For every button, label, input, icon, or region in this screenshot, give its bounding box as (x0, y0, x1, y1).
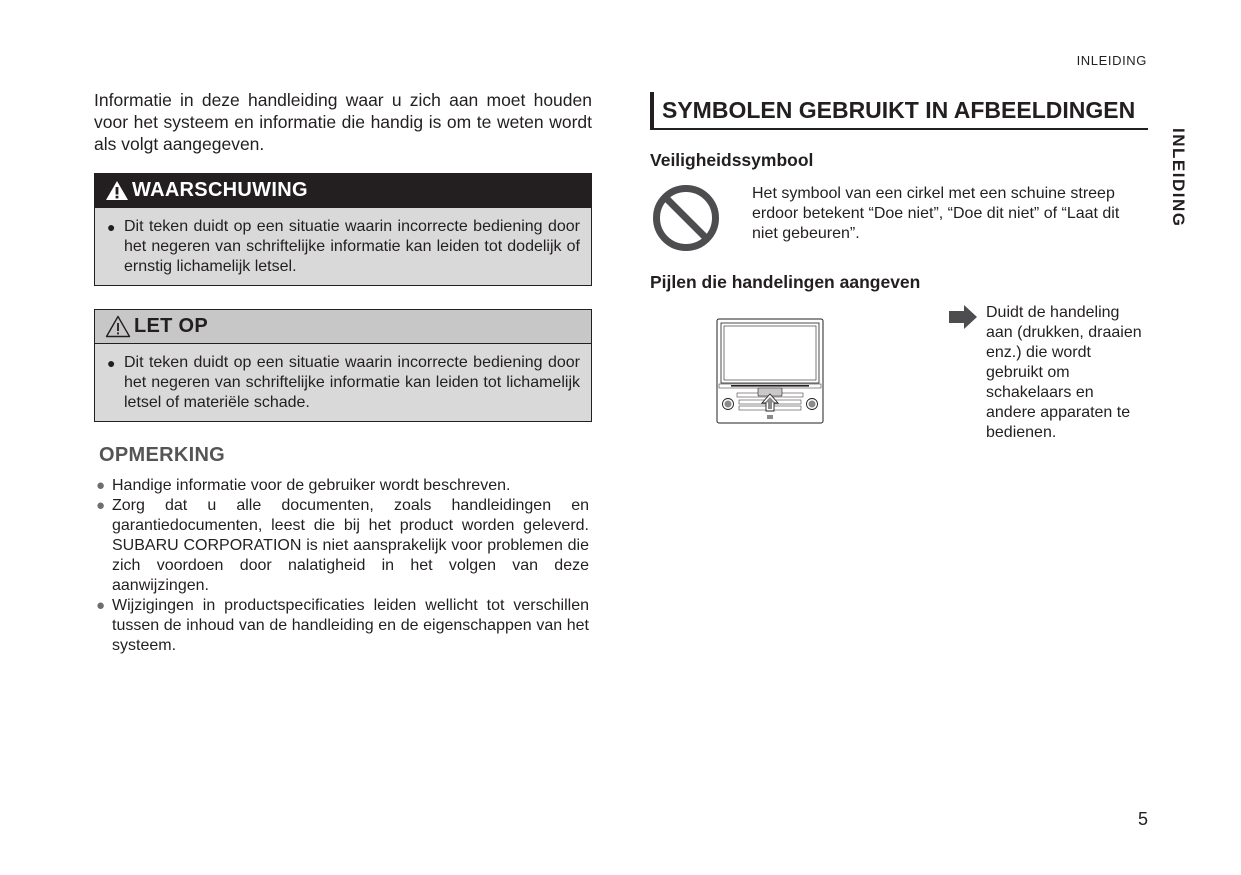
list-item (96, 476, 589, 496)
warning-text: Dit teken duidt op een situatie waarin incorrecte bediening door het negeren van schriftelijke informatie kan leiden tot dodelijk of ernstig lichamelijk letsel. (124, 218, 580, 275)
arrow-description: Duidt de handeling aan (drukken, draaien enz.) die wordt gebruikt om schakelaars en andere apparaten te bedienen. (986, 304, 1142, 441)
caution-box (94, 309, 592, 422)
bullet-icon: ● (96, 597, 106, 614)
remark-item-text: Zorg dat u alle documenten, zoals handleidingen en garantiedocumenten, leest die bij het product worden geleverd. SUBARU CORPORATION is niet aansprakelijk voor problemen die zich voordoen door nalatigheid in het volgen van deze aanwijzingen. (112, 497, 589, 594)
remark-item-text: Handige informatie voor de gebruiker wordt beschreven. (112, 477, 511, 494)
bullet-icon: ● (107, 355, 116, 371)
warning-title: WAARSCHUWING (132, 179, 308, 201)
bullet-icon: ● (107, 219, 116, 235)
prohibition-icon (651, 183, 721, 253)
intro-paragraph: Informatie in deze handleiding waar u zich aan moet houden voor het systeem en informatie die handig is om te weten wordt als volgt aangegeven. (94, 90, 592, 154)
side-tab: INLEIDING (1169, 128, 1188, 228)
list-item (96, 596, 589, 656)
warning-icon (105, 180, 129, 201)
caution-header (95, 310, 591, 344)
list-item (96, 496, 589, 596)
head-unit-illustration (716, 318, 824, 424)
warning-header (95, 174, 591, 208)
safety-symbol-heading: Veiligheidssymbool (650, 150, 814, 170)
remark-title: OPMERKING (99, 444, 226, 466)
warning-box (94, 173, 592, 286)
caution-text: Dit teken duidt op een situatie waarin incorrecte bediening door het negeren van schriftelijke informatie kan leiden tot lichamelijk letsel of materiële schade. (124, 354, 580, 411)
caution-title: LET OP (134, 315, 209, 337)
running-head: INLEIDING (1076, 53, 1147, 68)
caution-icon (105, 315, 131, 338)
bullet-icon: ● (96, 497, 106, 514)
warning-body (95, 208, 591, 285)
arrows-heading: Pijlen die handelingen aangeven (650, 272, 921, 292)
page-number: 5 (1137, 809, 1148, 829)
bullet-icon: ● (96, 477, 106, 494)
remark-item-text: Wijzigingen in productspecificaties leiden wellicht tot verschillen tussen de inhoud van de handleiding en de eigenschappen van het systeem. (112, 597, 589, 654)
arrow-right-icon (949, 305, 977, 329)
safety-symbol-description: Het symbool van een cirkel met een schuine streep erdoor betekent “Doe niet”, “Doe dit niet” of “Laat dit niet gebeuren”. (752, 185, 1120, 242)
remark-list (96, 476, 589, 656)
caution-body (95, 344, 591, 421)
section-title: SYMBOLEN GEBRUIKT IN AFBEELDINGEN (650, 92, 1148, 130)
